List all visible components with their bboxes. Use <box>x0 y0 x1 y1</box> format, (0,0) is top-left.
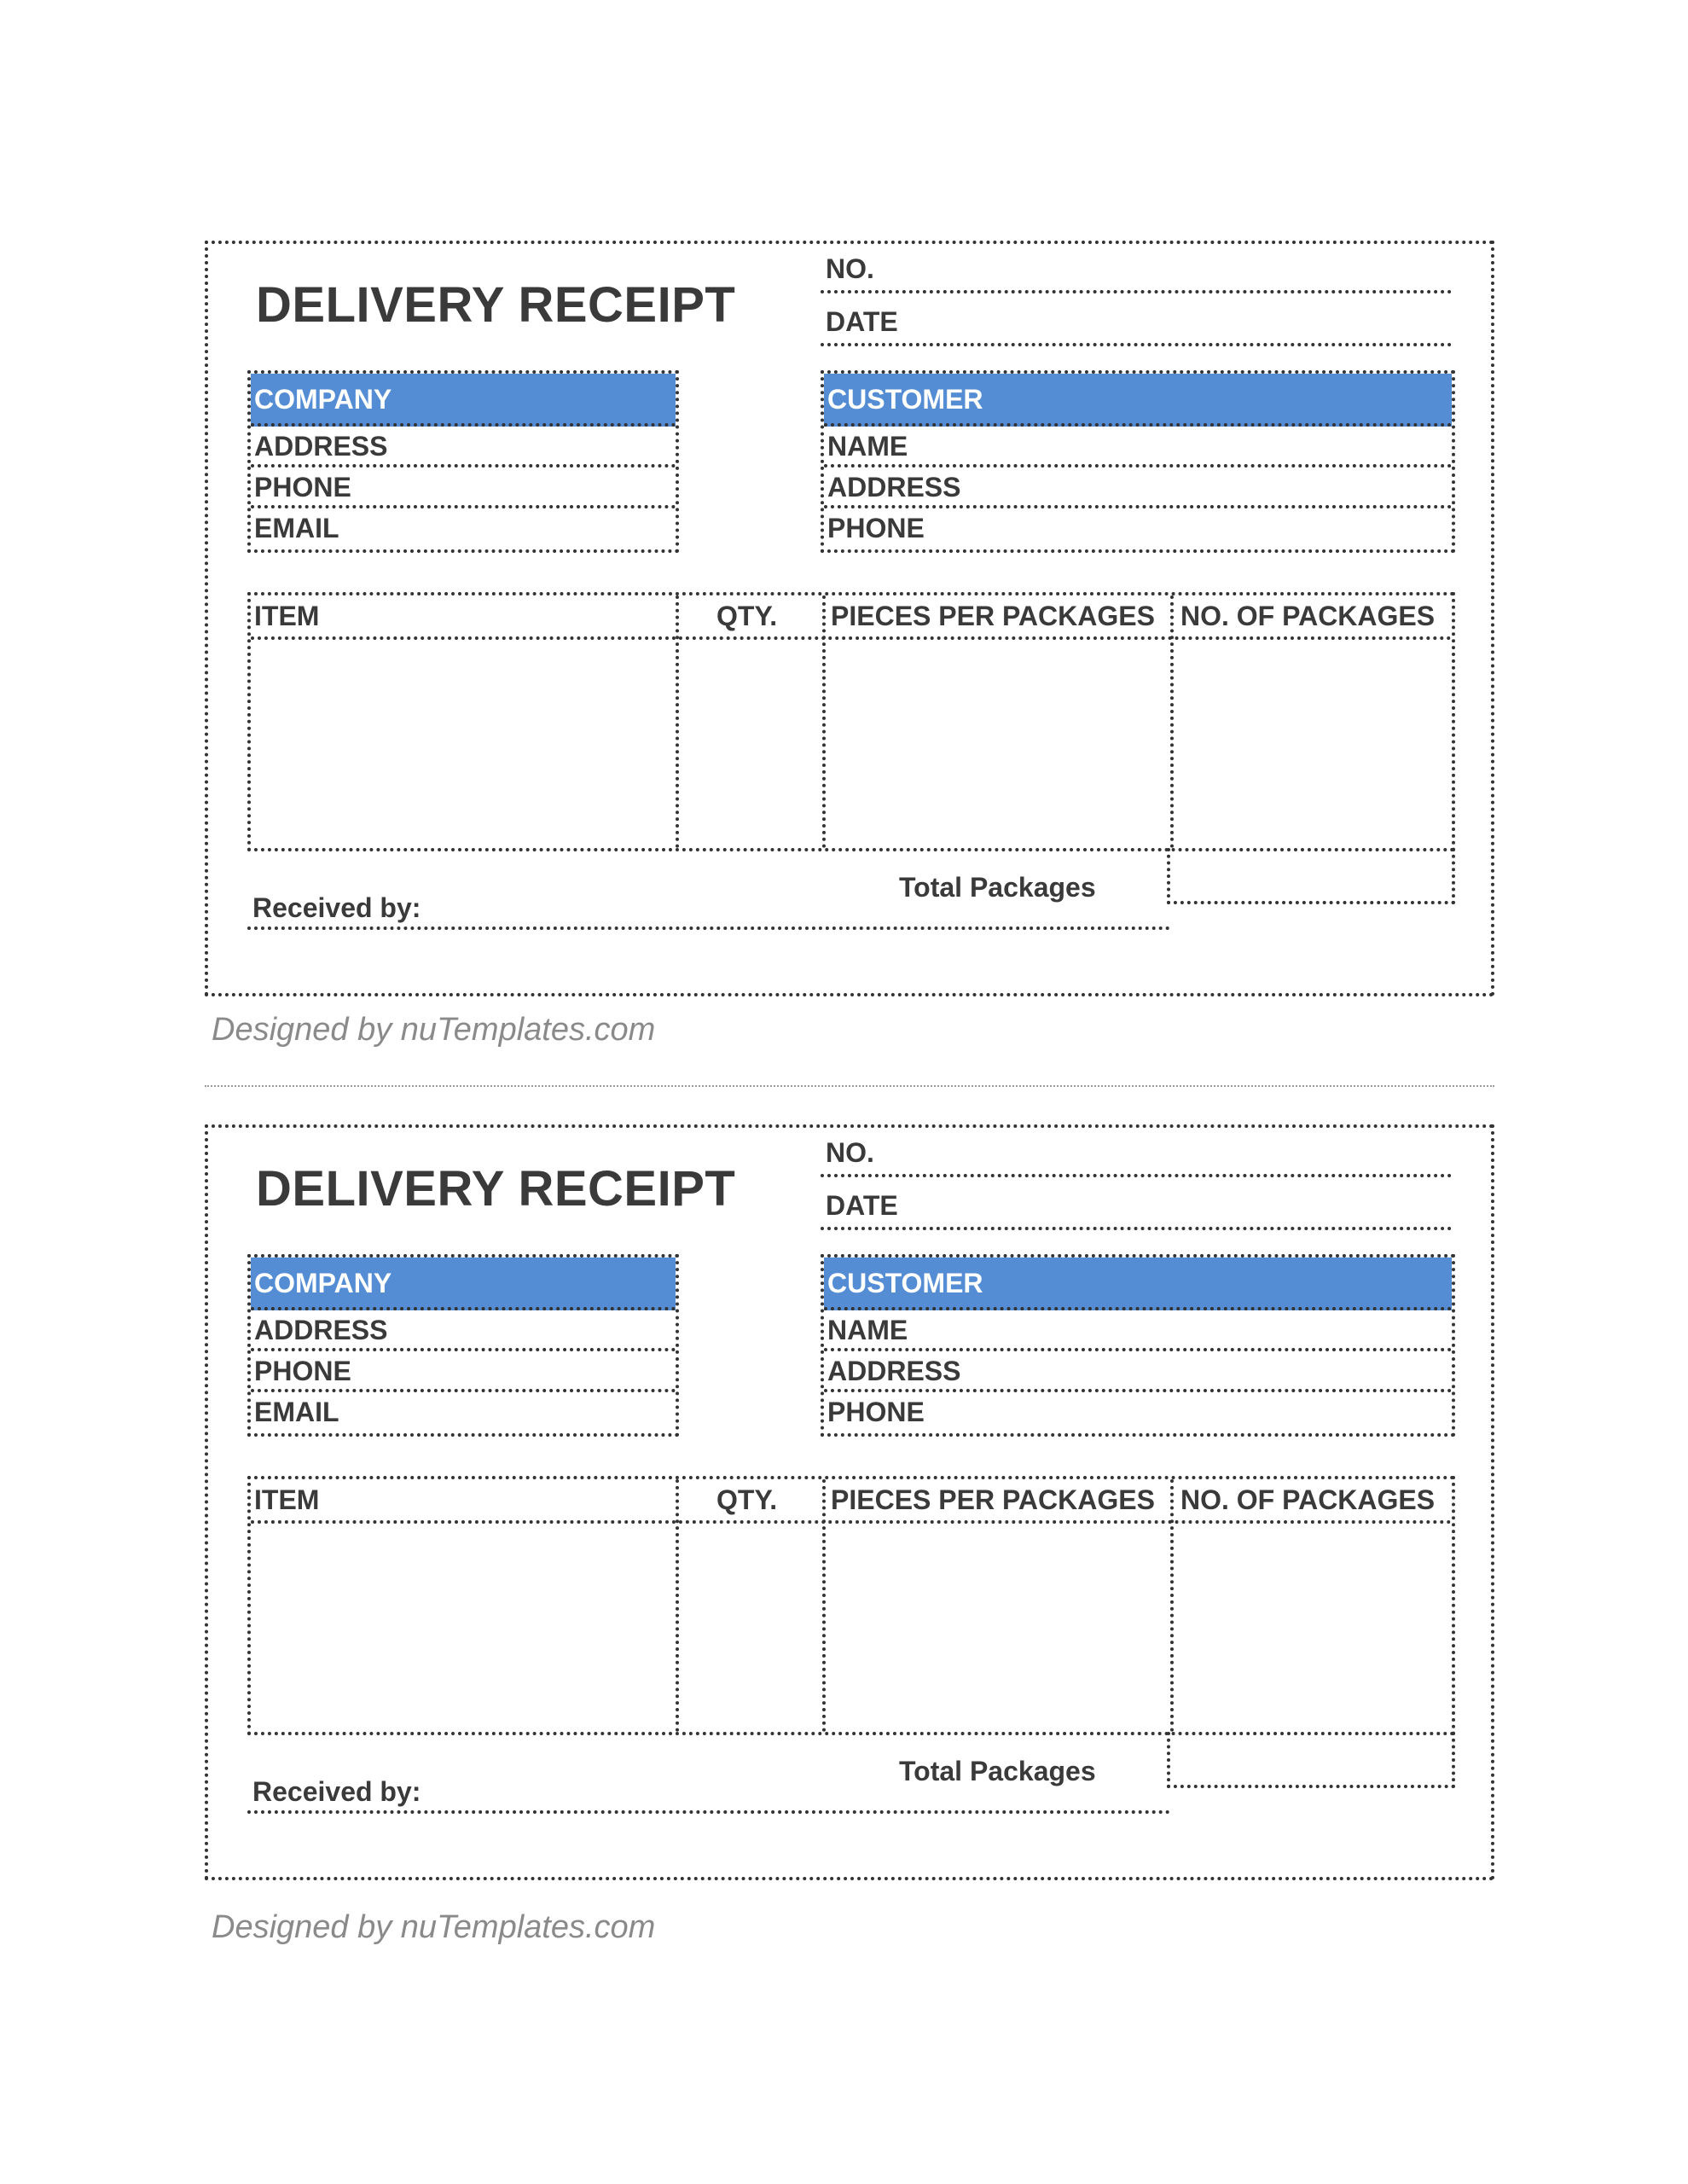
company-email-field[interactable]: EMAIL <box>254 1397 339 1427</box>
company-info-box <box>247 370 679 553</box>
company-header: COMPANY <box>251 1258 676 1310</box>
customer-phone-field[interactable]: PHONE <box>827 513 925 543</box>
receipt-title: DELIVERY RECEIPT <box>256 1161 736 1217</box>
column-divider <box>676 1479 679 1732</box>
customer-address-field[interactable]: ADDRESS <box>824 468 1452 508</box>
column-divider <box>822 595 826 848</box>
receipt-date-label: DATE <box>826 306 898 337</box>
cut-line-divider <box>205 1085 1494 1087</box>
company-header: COMPANY <box>251 374 676 427</box>
total-packages-field[interactable] <box>1167 1732 1455 1788</box>
receipt-date-label: DATE <box>826 1190 898 1221</box>
received-by-label: Received by: <box>252 892 421 923</box>
designer-credit: Designed by nuTemplates.com <box>212 1909 656 1945</box>
column-divider <box>1170 595 1174 848</box>
receipt-number-field[interactable] <box>821 1128 1452 1177</box>
column-header-no-of-packages: NO. OF PACKAGES <box>1180 601 1436 631</box>
total-packages-label: Total Packages <box>899 1756 1096 1786</box>
company-address-field[interactable]: ADDRESS <box>251 427 676 468</box>
receipt-number-field[interactable] <box>821 244 1452 293</box>
receipt-title: DELIVERY RECEIPT <box>256 277 736 333</box>
items-table <box>247 592 1455 851</box>
company-phone-field[interactable]: PHONE <box>251 1351 676 1392</box>
column-header-pieces-per-packages: PIECES PER PACKAGES <box>831 601 1155 631</box>
total-packages-label: Total Packages <box>899 872 1096 903</box>
company-phone-field[interactable]: PHONE <box>251 468 676 508</box>
column-header-qty: QTY. <box>716 601 778 631</box>
designer-credit: Designed by nuTemplates.com <box>212 1012 656 1048</box>
customer-name-field[interactable]: NAME <box>824 1310 1452 1351</box>
customer-info-box <box>821 370 1455 553</box>
column-header-item: ITEM <box>254 601 320 631</box>
column-divider <box>676 595 679 848</box>
column-divider <box>822 1479 826 1732</box>
column-header-item: ITEM <box>254 1484 320 1515</box>
total-packages-field[interactable] <box>1167 848 1455 904</box>
receipt-date-field[interactable] <box>821 297 1452 346</box>
customer-name-field[interactable]: NAME <box>824 427 1452 468</box>
customer-phone-field[interactable]: PHONE <box>827 1397 925 1427</box>
customer-info-box <box>821 1254 1455 1437</box>
received-by-field[interactable] <box>247 874 1170 930</box>
column-header-no-of-packages: NO. OF PACKAGES <box>1180 1484 1436 1515</box>
customer-header: CUSTOMER <box>824 374 1452 427</box>
company-address-field[interactable]: ADDRESS <box>251 1310 676 1351</box>
receipt-number-label: NO. <box>826 253 874 284</box>
received-by-label: Received by: <box>252 1776 421 1807</box>
column-divider <box>1170 1479 1174 1732</box>
receipt-number-label: NO. <box>826 1137 874 1168</box>
company-email-field[interactable]: EMAIL <box>254 513 339 543</box>
column-header-qty: QTY. <box>716 1484 778 1515</box>
items-table <box>247 1476 1455 1735</box>
column-header-pieces-per-packages: PIECES PER PACKAGES <box>831 1484 1155 1515</box>
customer-address-field[interactable]: ADDRESS <box>824 1351 1452 1392</box>
delivery-receipt-2 <box>205 1124 1494 1880</box>
customer-header: CUSTOMER <box>824 1258 1452 1310</box>
receipt-date-field[interactable] <box>821 1181 1452 1230</box>
company-info-box <box>247 1254 679 1437</box>
delivery-receipt-1 <box>205 241 1494 996</box>
received-by-field[interactable] <box>247 1757 1170 1814</box>
